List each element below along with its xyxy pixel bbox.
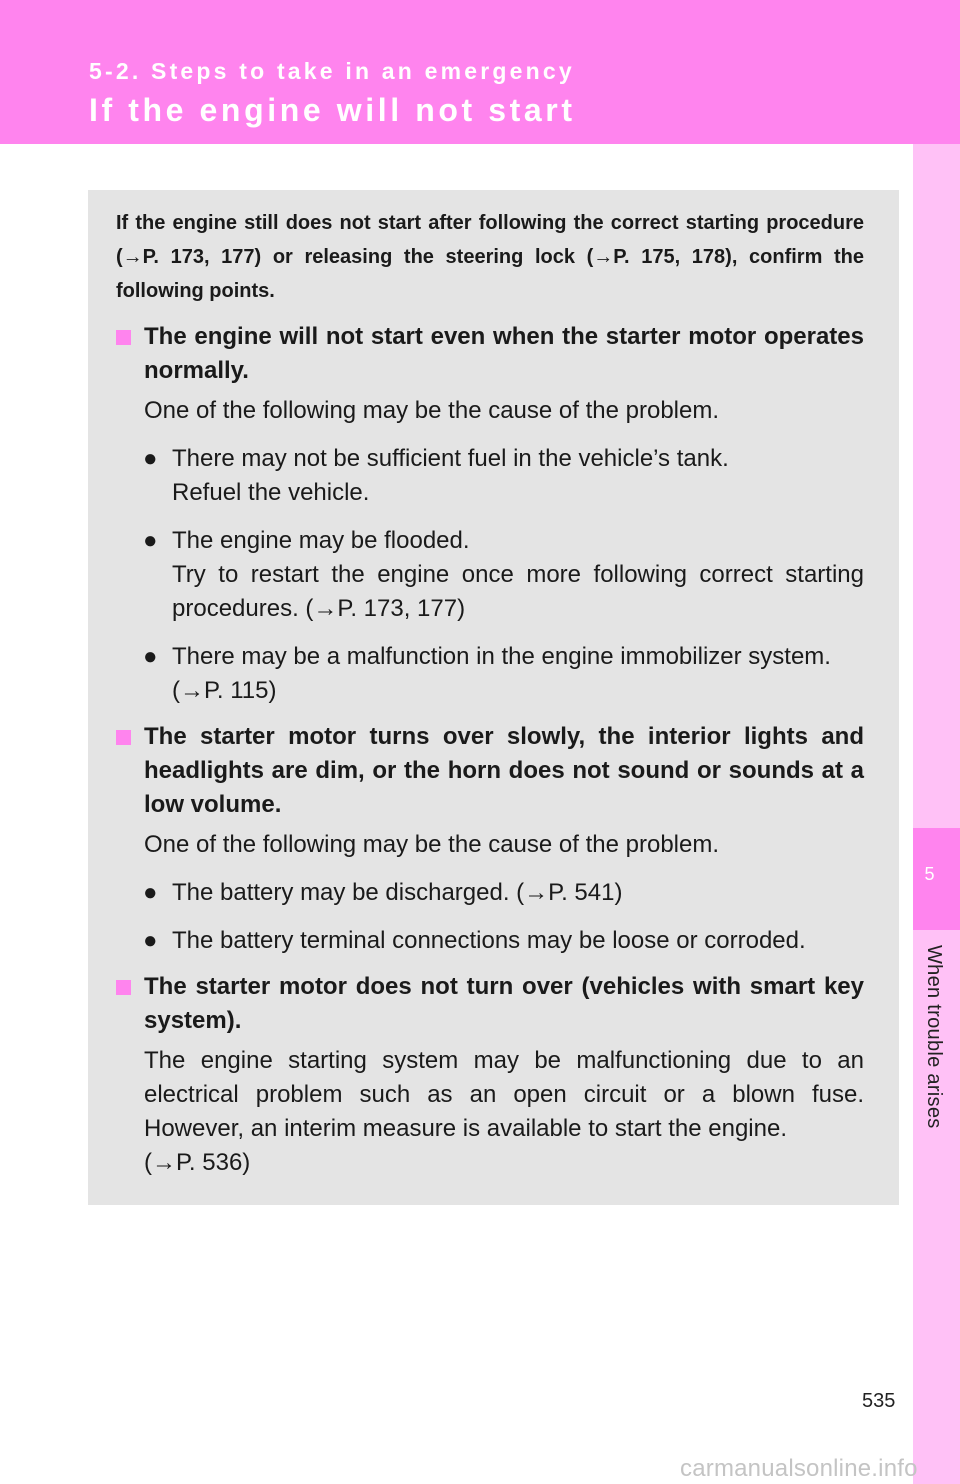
content-box bbox=[88, 190, 899, 1205]
list-item bbox=[116, 876, 864, 910]
list-item bbox=[116, 524, 864, 626]
section-heading-text: The starter motor does not turn over (vehicles with smart key system). bbox=[144, 973, 864, 1034]
page-reference: (→P. 536) bbox=[144, 1149, 251, 1176]
section-label: 5-2. Steps to take in an emergency bbox=[89, 58, 575, 84]
bullet-dot-icon: ● bbox=[143, 527, 158, 554]
list-item bbox=[116, 924, 864, 958]
list-item-subtext: (→P. 115) bbox=[172, 677, 277, 704]
chapter-label: When trouble arises bbox=[923, 945, 945, 1129]
bullet-dot-icon: ● bbox=[143, 927, 158, 954]
section-heading-text: The engine will not start even when the starter motor operates normally. bbox=[144, 323, 864, 384]
section-heading-text: The starter motor turns over slowly, the interior lights and headlights are dim, or the horn does not sound or sounds at a low volume. bbox=[144, 723, 864, 818]
list-item-subtext: Try to restart the engine once more following correct starting procedures. (→P. 173, 177) bbox=[172, 561, 864, 622]
section-text: The engine starting system may be malfunctioning due to an electrical problem such as an open circuit or a blown fuse. However, an interim measure is available to start the engine. bbox=[144, 1047, 864, 1142]
section-text: One of the following may be the cause of the problem. bbox=[144, 397, 720, 424]
page-number: 535 bbox=[862, 1390, 896, 1412]
square-bullet-icon bbox=[116, 980, 131, 995]
watermark: carmanualsonline.info bbox=[680, 1455, 918, 1482]
header-bar bbox=[0, 0, 960, 144]
list-item-subtext: Refuel the vehicle. bbox=[172, 479, 370, 506]
page-title: If the engine will not start bbox=[89, 92, 576, 128]
side-strip bbox=[913, 144, 960, 1484]
list-item bbox=[116, 442, 864, 510]
intro-text: If the engine still does not start after following the correct starting procedure (→P. 173, 177) or releasing the steering lock (→P. 175, 178), confirm the following points. bbox=[116, 212, 864, 302]
bullet-dot-icon: ● bbox=[143, 879, 158, 906]
list-item-text: There may not be sufficient fuel in the vehicle’s tank. bbox=[172, 445, 729, 472]
section-heading bbox=[116, 320, 864, 388]
section-heading bbox=[116, 970, 864, 1038]
bullet-dot-icon: ● bbox=[143, 445, 158, 472]
section-text: One of the following may be the cause of the problem. bbox=[144, 831, 720, 858]
list-item-text: The battery terminal connections may be loose or corroded. bbox=[172, 927, 806, 954]
chapter-number: 5 bbox=[924, 864, 935, 884]
square-bullet-icon bbox=[116, 330, 131, 345]
bullet-dot-icon: ● bbox=[143, 643, 158, 670]
list-item-text: There may be a malfunction in the engine immobilizer system. bbox=[172, 643, 831, 670]
list-item bbox=[116, 640, 864, 708]
list-item-text: The battery may be discharged. (→P. 541) bbox=[172, 879, 623, 906]
section-heading bbox=[116, 720, 864, 822]
square-bullet-icon bbox=[116, 730, 131, 745]
list-item-text: The engine may be flooded. bbox=[172, 527, 470, 554]
